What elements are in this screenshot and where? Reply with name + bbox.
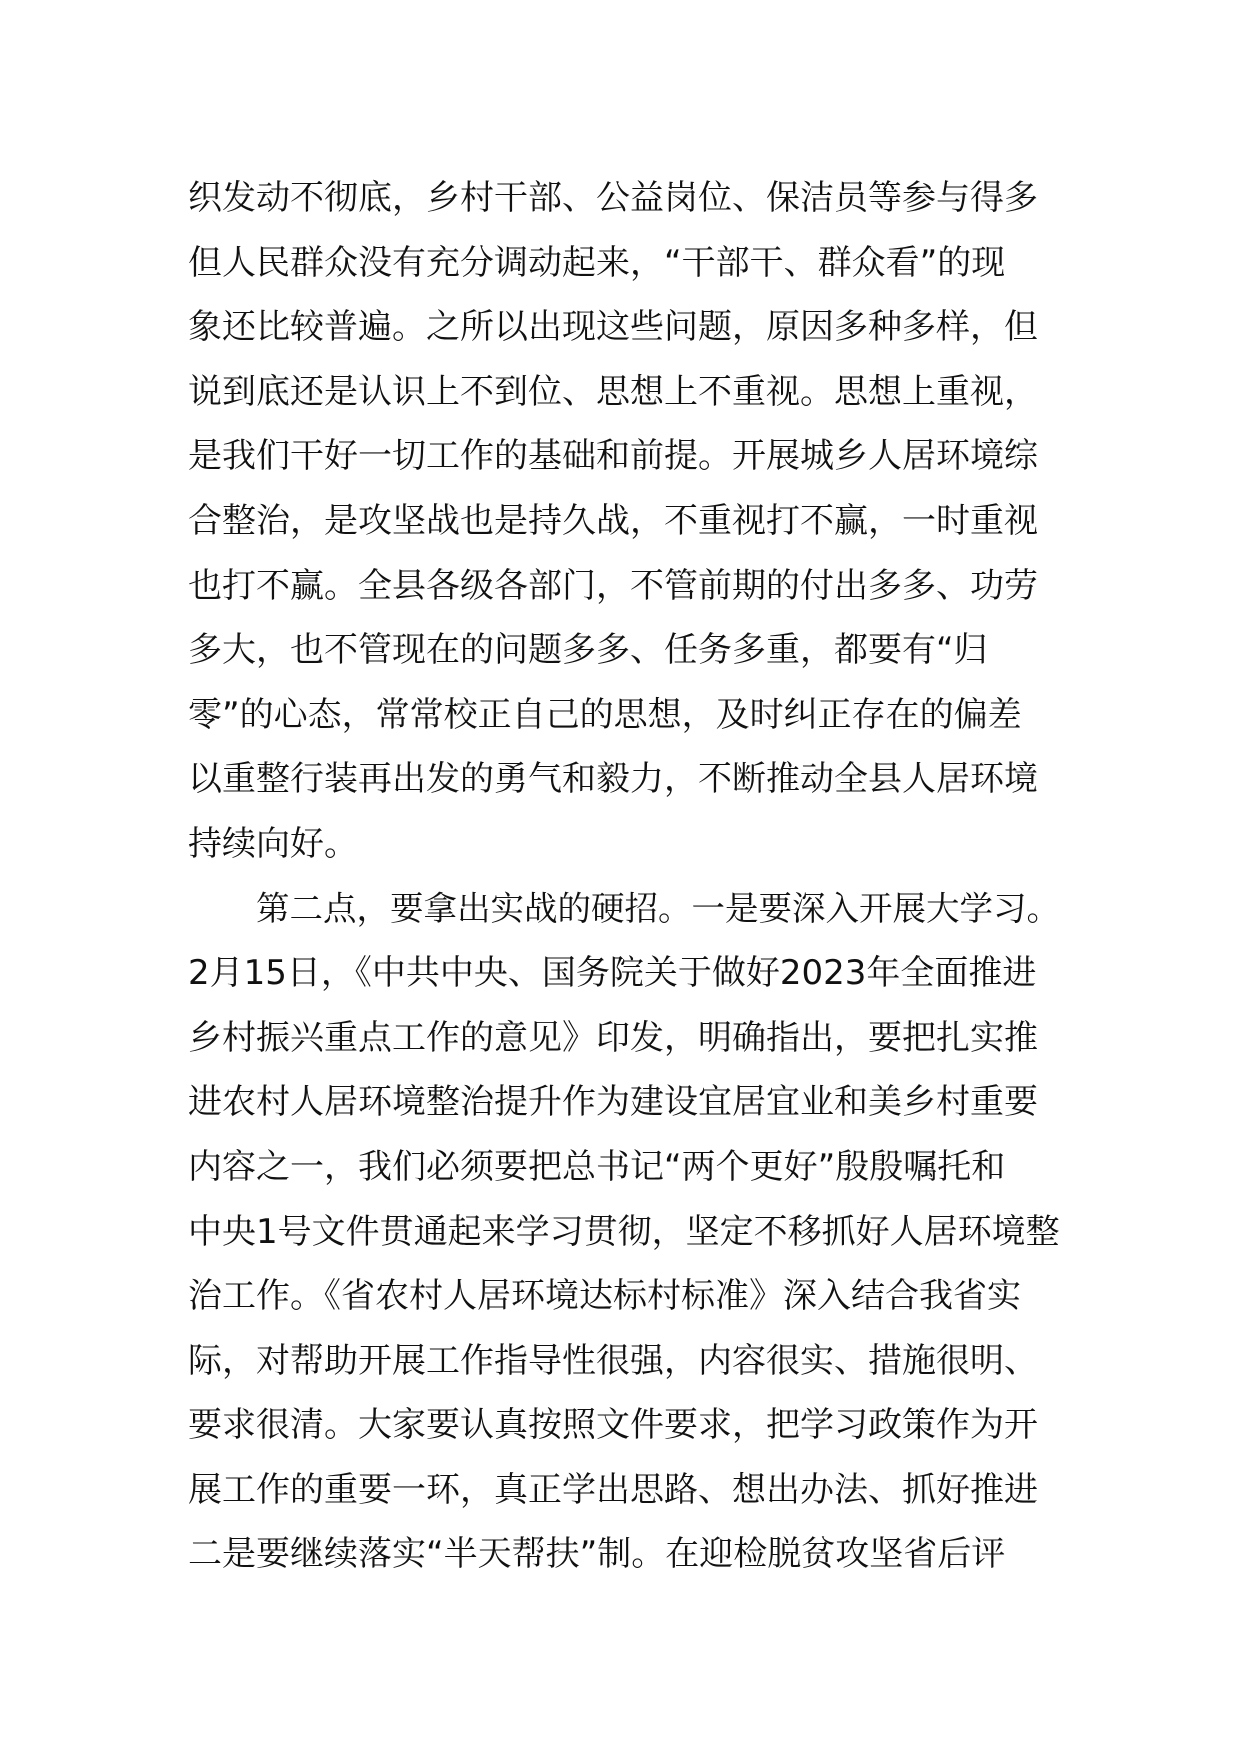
body-text (188, 166, 1068, 1587)
text-line: 象还比较普遍。之所以出现这些问题，原因多种多样，但 (188, 307, 1038, 348)
text-line: 要求很清。大家要认真按照文件要求，把学习政策作为开 (188, 1405, 1038, 1446)
text-line: 以重整行装再出发的勇气和毅力，不断推动全县人居环境 (188, 759, 1038, 800)
text-line: 进农村人居环境整治提升作为建设宜居宜业和美乡村重要 (188, 1082, 1038, 1123)
text-line: 合整治，是攻坚战也是持久战，不重视打不赢，一时重视 (188, 500, 1038, 541)
text-line: 多大，也不管现在的问题多多、任务多重，都要有“归 (188, 630, 988, 671)
text-line: 二是要继续落实“半天帮扶”制。在迎检脱贫攻坚省后评 (188, 1534, 1006, 1575)
text-line: 说到底还是认识上不到位、思想上不重视。思想上重视， (188, 371, 1038, 412)
text-line: 中央1号文件贯通起来学习贯彻，坚定不移抓好人居环境整 (188, 1211, 1060, 1252)
text-line: 治工作。《省农村人居环境达标村标准》深入结合我省实 (188, 1276, 1021, 1317)
text-line: 乡村振兴重点工作的意见》印发，明确指出，要把扎实推 (188, 1017, 1038, 1058)
paragraph-start-line: 第二点，要拿出实战的硬招。一是要深入开展大学习。 (256, 888, 1060, 928)
text-line: 织发动不彻底，乡村干部、公益岗位、保洁员等参与得多 (188, 178, 1038, 218)
text-line: 但人民群众没有充分调动起来，“干部干、群众看”的现 (188, 242, 1006, 283)
text-line: 也打不赢。全县各级各部门，不管前期的付出多多、功劳 (188, 565, 1038, 606)
text-line: 2月15日，《中共中央、国务院关于做好2023年全面推进 (188, 953, 1037, 994)
text-line: 是我们干好一切工作的基础和前提。开展城乡人居环境综 (188, 436, 1038, 477)
text-line: 持续向好。 (188, 823, 358, 864)
text-line: 展工作的重要一环，真正学出思路、想出办法、抓好推进 (188, 1469, 1038, 1510)
text-line: 零”的心态，常常校正自己的思想，及时纠正存在的偏差 (188, 694, 1022, 735)
text-line: 际，对帮助开展工作指导性很强，内容很实、措施很明、 (188, 1340, 1038, 1381)
text-line: 内容之一，我们必须要把总书记“两个更好”殷殷嘱托和 (188, 1146, 1006, 1187)
